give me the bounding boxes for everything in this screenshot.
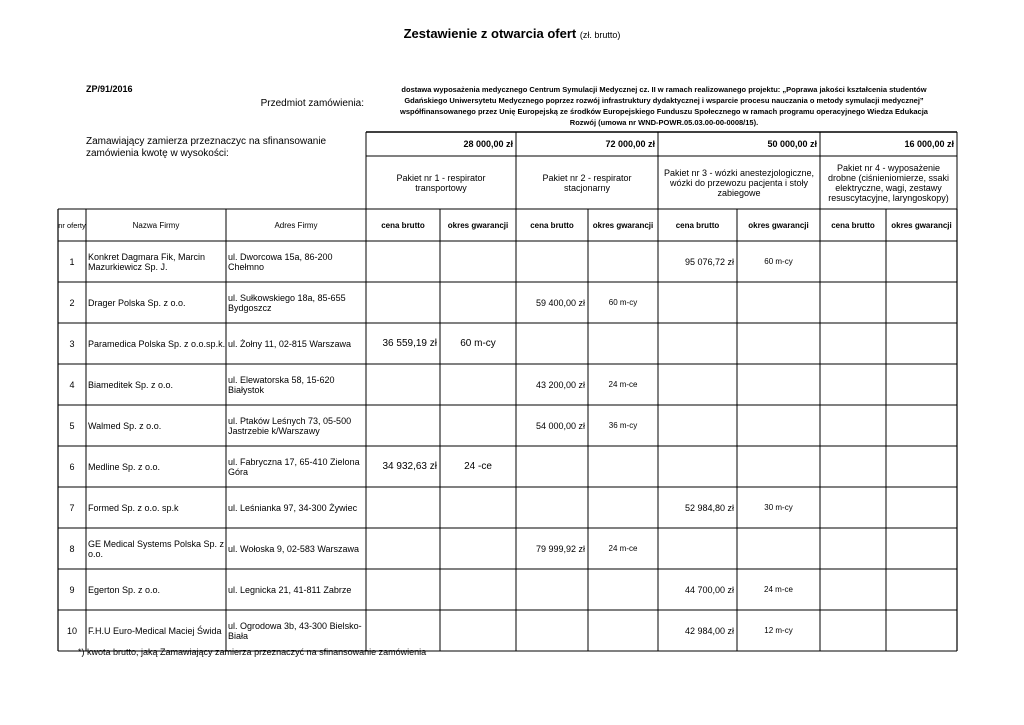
offer-warranty xyxy=(588,323,658,364)
firm-name-text: Paramedica Polska Sp. z o.o.sp.k. xyxy=(88,338,226,349)
offer-price xyxy=(516,364,588,405)
title-note: (zł. brutto) xyxy=(579,30,621,40)
firm-address-text: ul. Legnicka 21, 41-811 Zabrze xyxy=(228,584,352,595)
package-name xyxy=(824,156,953,209)
offer-warranty-text: 24 m-ce xyxy=(608,380,638,389)
package-name xyxy=(520,156,654,209)
offer-warranty xyxy=(440,323,516,364)
header-warranty xyxy=(588,209,658,241)
offer-warranty-text: 60 m-cy xyxy=(764,257,793,266)
offer-warranty xyxy=(886,405,957,446)
offer-price xyxy=(366,241,440,282)
offer-warranty-text: 24 m-ce xyxy=(608,544,638,553)
offer-nr-text: 10 xyxy=(66,625,77,636)
offer-price xyxy=(658,610,737,651)
package-name-text: Pakiet nr 2 - respirator stacjonarny xyxy=(542,172,632,193)
offer-warranty xyxy=(737,241,820,282)
offer-price xyxy=(516,323,588,364)
offer-warranty xyxy=(440,569,516,610)
offer-price xyxy=(366,364,440,405)
firm-name xyxy=(86,446,226,487)
package-name-text: Pakiet nr 4 - wyposażenie drobne (ciśnieniomierze, ssaki elektryczne, wagi, zestawy resuscytacyjne, laryngoskopy) xyxy=(827,162,950,203)
header-price xyxy=(366,209,440,241)
offer-warranty xyxy=(886,282,957,323)
offer-warranty-text: 60 m-cy xyxy=(608,298,638,307)
offer-nr-text: 9 xyxy=(69,584,75,595)
title-text: Zestawienie z otwarcia ofert xyxy=(403,26,577,41)
offer-price xyxy=(820,569,886,610)
subject-label: Przedmiot zamówienia: xyxy=(260,98,364,109)
package-amount-text: 72 000,00 zł xyxy=(605,139,655,149)
header-firm-name-text: Nazwa Firmy xyxy=(132,220,180,230)
firm-name-text: Medline Sp. z o.o. xyxy=(88,461,161,472)
offer-nr-text: 6 xyxy=(69,461,75,472)
offer-price xyxy=(658,282,737,323)
header-warranty xyxy=(886,209,957,241)
package-amount-text: 16 000,00 zł xyxy=(904,139,954,149)
offer-price xyxy=(366,282,440,323)
package-amount-text: 50 000,00 zł xyxy=(767,139,817,149)
package-amount-text: 28 000,00 zł xyxy=(463,139,513,149)
firm-name-text: Egerton Sp. z o.o. xyxy=(88,584,161,595)
offer-price xyxy=(366,405,440,446)
offer-warranty xyxy=(886,323,957,364)
offer-price-text: 52 984,80 zł xyxy=(684,502,734,513)
offer-price xyxy=(516,610,588,651)
firm-name-text: Drager Polska Sp. z o.o. xyxy=(88,297,186,308)
offer-warranty xyxy=(737,323,820,364)
offer-warranty xyxy=(737,446,820,487)
offer-price xyxy=(516,405,588,446)
offer-warranty-text: 24 -ce xyxy=(464,461,492,472)
offer-warranty xyxy=(588,446,658,487)
header-price-text: cena brutto xyxy=(381,220,425,230)
offer-warranty xyxy=(588,405,658,446)
firm-address xyxy=(226,405,366,446)
subject-line: dostawa wyposażenia medycznego Centrum Symulacji Medycznej cz. II w ramach realizowanego projektu: „Poprawa jakości kształcenia studentów xyxy=(401,85,927,94)
offer-price xyxy=(658,528,737,569)
offer-warranty-text: 36 m-cy xyxy=(608,421,638,430)
header-price-text: cena brutto xyxy=(675,220,720,230)
firm-name-text: Formed Sp. z o.o. sp.k xyxy=(88,502,179,513)
offer-warranty xyxy=(737,528,820,569)
package-name xyxy=(370,156,512,209)
offer-warranty xyxy=(886,446,957,487)
offer-warranty xyxy=(886,241,957,282)
firm-name xyxy=(86,364,226,405)
header-firm-name xyxy=(86,209,226,241)
offer-price xyxy=(658,569,737,610)
offer-price-text: 95 076,72 zł xyxy=(684,256,734,267)
firm-address-text: ul. Wołoska 9, 02-583 Warszawa xyxy=(228,543,360,554)
offer-price xyxy=(658,446,737,487)
offer-price-text: 54 000,00 zł xyxy=(535,420,585,431)
firm-address-text: ul. Dworcowa 15a, 86-200 Chełmno xyxy=(228,251,333,272)
firm-address xyxy=(226,282,366,323)
package-amount xyxy=(516,132,658,156)
firm-name xyxy=(86,405,226,446)
offer-warranty xyxy=(588,528,658,569)
offer-warranty xyxy=(440,282,516,323)
offer-warranty xyxy=(588,364,658,405)
header-price xyxy=(658,209,737,241)
offer-price xyxy=(820,364,886,405)
offer-nr xyxy=(58,241,86,282)
offer-warranty-text: 60 m-cy xyxy=(460,338,496,349)
offer-warranty xyxy=(588,487,658,528)
header-price xyxy=(516,209,588,241)
firm-name xyxy=(86,323,226,364)
offer-price xyxy=(820,323,886,364)
firm-address xyxy=(226,323,366,364)
package-name xyxy=(662,156,816,209)
offer-price xyxy=(658,364,737,405)
offer-warranty xyxy=(588,610,658,651)
firm-name xyxy=(86,282,226,323)
offer-price xyxy=(516,528,588,569)
firm-address-text: ul. Żołny 11, 02-815 Warszawa xyxy=(228,338,352,349)
firm-address xyxy=(226,364,366,405)
offer-nr-text: 4 xyxy=(69,379,75,390)
firm-address-text: ul. Leśnianka 97, 34-300 Żywiec xyxy=(228,502,358,513)
offer-warranty xyxy=(886,487,957,528)
offer-price xyxy=(516,487,588,528)
offer-price xyxy=(366,569,440,610)
header-nr-text: nr oferty xyxy=(58,220,86,230)
offer-price xyxy=(820,528,886,569)
subject-line: Gdańskiego Uniwersytetu Medycznego poprzez rozwój infrastruktury dydaktycznej i wsparcie procesu nauczania o metody symulacji medycznej” xyxy=(404,96,924,105)
subject-line: Rozwój (umowa nr WND-POWR.05.03.00-00-0008/15). xyxy=(569,118,759,127)
offer-nr xyxy=(58,569,86,610)
offer-warranty-text: 24 m-ce xyxy=(764,585,793,594)
offer-nr-text: 8 xyxy=(69,543,75,554)
offer-warranty-text: 30 m-cy xyxy=(764,503,793,512)
offer-nr xyxy=(58,528,86,569)
offer-warranty xyxy=(737,487,820,528)
offer-nr xyxy=(58,323,86,364)
offer-price xyxy=(516,282,588,323)
offer-warranty xyxy=(737,364,820,405)
firm-address-text: ul. Elewatorska 58, 15-620 Białystok xyxy=(228,374,335,395)
offer-price-text: 59 400,00 zł xyxy=(535,297,585,308)
firm-address xyxy=(226,528,366,569)
header-warranty-text: okres gwarancji xyxy=(447,220,509,230)
firm-name-text: GE Medical Systems Polska Sp. z o.o. xyxy=(88,538,225,559)
offer-price xyxy=(366,610,440,651)
package-amount xyxy=(658,132,820,156)
offer-price xyxy=(658,241,737,282)
offer-price xyxy=(516,446,588,487)
header-warranty-text: okres gwarancji xyxy=(748,220,809,230)
firm-address-text: ul. Fabryczna 17, 65-410 Zielona Góra xyxy=(228,456,360,477)
offer-warranty xyxy=(886,364,957,405)
offer-price xyxy=(820,487,886,528)
firm-name xyxy=(86,241,226,282)
offer-price xyxy=(516,569,588,610)
offer-price xyxy=(658,487,737,528)
offer-nr-text: 5 xyxy=(69,420,75,431)
firm-address-text: ul. Ogrodowa 3b, 43-300 Bielsko-Biała xyxy=(228,620,362,641)
offer-warranty-text: 12 m-cy xyxy=(764,626,793,635)
offer-price xyxy=(820,610,886,651)
subject-line: współfinansowanego przez Unię Europejską ze środków Europejskiego Funduszu Społecznego w ramach programu operacyjnego Wiedza Edukacja xyxy=(400,107,928,116)
offer-warranty xyxy=(440,446,516,487)
offer-warranty xyxy=(440,610,516,651)
offer-warranty xyxy=(886,569,957,610)
firm-name xyxy=(86,610,226,651)
offer-warranty xyxy=(588,569,658,610)
header-warranty xyxy=(440,209,516,241)
offer-price-text: 44 700,00 zł xyxy=(684,584,734,595)
offer-nr xyxy=(58,610,86,651)
firm-name-text: Walmed Sp. z o.o. xyxy=(88,420,162,431)
firm-name xyxy=(86,487,226,528)
firm-address xyxy=(226,487,366,528)
header-address-text: Adres Firmy xyxy=(274,220,318,230)
offer-price xyxy=(366,323,440,364)
package-name-text: Pakiet nr 1 - respirator transportowy xyxy=(396,172,486,193)
offer-warranty xyxy=(588,282,658,323)
offer-price xyxy=(820,282,886,323)
firm-address xyxy=(226,446,366,487)
offer-price xyxy=(516,241,588,282)
offer-price xyxy=(658,405,737,446)
package-amount xyxy=(366,132,516,156)
header-price-text: cena brutto xyxy=(530,220,574,230)
header-price xyxy=(820,209,886,241)
package-amount xyxy=(820,132,957,156)
offer-nr-text: 7 xyxy=(69,502,75,513)
header-warranty xyxy=(737,209,820,241)
offer-price-text: 42 984,00 zł xyxy=(684,625,734,636)
offer-warranty xyxy=(440,241,516,282)
offer-nr-text: 3 xyxy=(69,338,75,349)
offer-nr xyxy=(58,364,86,405)
offer-price xyxy=(366,487,440,528)
offer-warranty xyxy=(737,282,820,323)
footnote: *) kwota brutto, jaką Zamawiający zamierza przeznaczyć na sfinansowanie zamówienia xyxy=(78,647,427,657)
offer-price xyxy=(366,446,440,487)
offer-nr xyxy=(58,282,86,323)
offer-warranty xyxy=(588,241,658,282)
header-warranty-text: okres gwarancji xyxy=(592,220,654,230)
offer-nr-text: 1 xyxy=(69,256,75,267)
offer-price xyxy=(658,323,737,364)
offer-nr xyxy=(58,487,86,528)
offer-warranty xyxy=(886,528,957,569)
firm-address-text: ul. Ptaków Leśnych 73, 05-500 Jastrzebie k/Warszawy xyxy=(228,415,352,436)
header-nr xyxy=(58,209,86,241)
firm-address xyxy=(226,241,366,282)
offer-nr-text: 2 xyxy=(69,297,75,308)
firm-name xyxy=(86,569,226,610)
firm-name xyxy=(86,528,226,569)
offer-warranty xyxy=(737,405,820,446)
offer-nr xyxy=(58,446,86,487)
offer-warranty xyxy=(440,487,516,528)
reference-number: ZP/91/2016 xyxy=(86,84,133,94)
offer-price xyxy=(366,528,440,569)
offer-price-text: 43 200,00 zł xyxy=(535,379,585,390)
header-address xyxy=(226,209,366,241)
offer-warranty xyxy=(737,610,820,651)
offer-price-text: 79 999,92 zł xyxy=(535,543,585,554)
header-price-text: cena brutto xyxy=(831,220,875,230)
firm-name-text: Konkret Dagmara Fik, Marcin Mazurkiewicz Sp. J. xyxy=(88,251,206,272)
offer-warranty xyxy=(440,528,516,569)
offer-price-text: 36 559,19 zł xyxy=(382,338,437,349)
offer-price xyxy=(820,446,886,487)
firm-address xyxy=(226,569,366,610)
offer-warranty xyxy=(440,364,516,405)
firm-address-text: ul. Sułkowskiego 18a, 85-655 Bydgoszcz xyxy=(228,292,346,313)
funding-intent: Zamawiający zamierza przeznaczyc na sfinansowanie zamówienia kwotę w wysokości: xyxy=(86,136,327,159)
offer-nr xyxy=(58,405,86,446)
firm-name-text: F.H.U Euro-Medical Maciej Świda xyxy=(88,625,222,636)
offer-warranty xyxy=(737,569,820,610)
firm-name-text: Biameditek Sp. z o.o. xyxy=(88,379,174,390)
offer-price-text: 34 932,63 zł xyxy=(382,461,437,472)
firm-address xyxy=(226,610,366,651)
header-warranty-text: okres gwarancji xyxy=(891,220,952,230)
package-name-text: Pakiet nr 3 - wózki anestezjologiczne, wózki do przewozu pacjenta i stoły zabiegowe xyxy=(663,167,815,198)
offer-warranty xyxy=(886,610,957,651)
offer-price xyxy=(820,405,886,446)
offer-price xyxy=(820,241,886,282)
offer-warranty xyxy=(440,405,516,446)
